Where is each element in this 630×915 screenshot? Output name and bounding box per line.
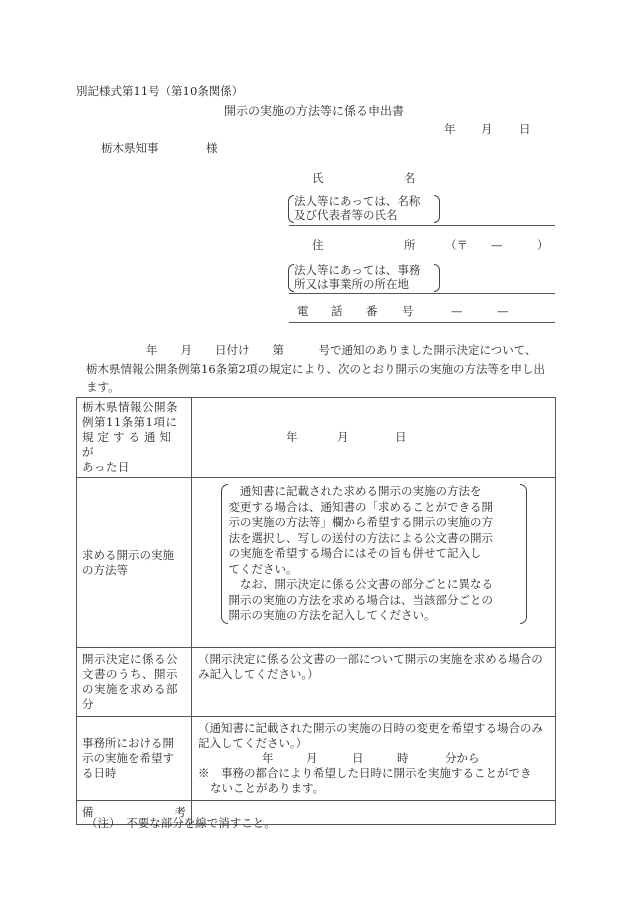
phone-label-char: 番	[366, 304, 378, 318]
address-note-line2: 所又は事業所の所在地	[294, 277, 409, 291]
requested-part-field[interactable]	[192, 648, 556, 717]
phone-number-field[interactable]: — —	[451, 304, 509, 318]
name-field-underline[interactable]	[289, 225, 555, 226]
close-bracket	[520, 484, 527, 624]
datetime-inputs[interactable]	[198, 751, 549, 766]
instruction-line: 法を選択し、写しの送付の方法による公文書の開示	[228, 530, 493, 545]
close-bracket	[434, 195, 440, 223]
body-text-line1: 年 月 日付け 第 号で通知のありました開示決定について、	[146, 343, 537, 357]
remarks-label-left: 備	[82, 805, 94, 819]
table-row-desired-datetime	[77, 717, 556, 801]
date-day-label: 日	[519, 122, 531, 136]
table-row-notification-date	[77, 398, 556, 478]
name-label-1: 氏	[312, 171, 324, 185]
open-bracket	[288, 264, 294, 292]
note-line: ないことがあります。	[210, 781, 325, 795]
phone-label-char: 電	[297, 304, 309, 318]
instruction-line: 通知書に記載された求める開示の実施の方法を	[240, 484, 482, 498]
body-text-line3: ます。	[86, 380, 120, 394]
instruction-line: み記入してください。）	[198, 667, 319, 681]
datetime-hour-label: 時	[397, 751, 409, 765]
instruction-line: （通知書に記載された開示の実施の日時の変更を希望する場合のみ	[198, 721, 543, 735]
table-row-method	[77, 478, 556, 648]
name-note-line1: 法人等にあっては、名称	[294, 194, 421, 208]
label-line: 規定する通知が	[82, 430, 175, 459]
label-line: 例第11条第1項に	[82, 415, 178, 429]
row-label	[77, 717, 192, 801]
label-line: の方法等	[82, 562, 128, 577]
instruction-line: 開示の実施の方法を記入してください。	[228, 608, 436, 622]
instruction-note	[223, 482, 525, 626]
footnote: （注） 不要な部分を線で消すこと。	[86, 816, 276, 830]
instruction-line: 示の実施の方法等」欄から希望する開示の実施の方	[228, 515, 493, 529]
addressee-name: 栃木県知事	[101, 141, 159, 155]
date-month-label: 月	[337, 430, 349, 444]
note-line: ※ 事務の都合により希望した日時に開示を実施することができ	[198, 766, 532, 780]
open-bracket	[221, 484, 228, 624]
form-number: 別記様式第11号（第10条関係）	[76, 84, 244, 98]
date-year-label: 年	[286, 430, 298, 444]
datetime-year-label: 年	[262, 751, 274, 765]
instruction-line: 変更する場合は、通知書の「求めることができる開	[228, 499, 493, 514]
label-line: あった日	[82, 460, 130, 474]
phone-field-underline[interactable]	[289, 322, 555, 323]
address-note	[294, 263, 434, 291]
instruction-line: （開示決定に係る公文書の一部について開示の実施を求める場合の	[198, 652, 543, 666]
date-month-label: 月	[481, 122, 493, 136]
request-table	[76, 397, 556, 825]
instruction-line: 記入してください。）	[198, 736, 308, 750]
notification-date-field[interactable]	[192, 398, 556, 478]
instruction-line: なお、開示決定に係る公文書の部分ごとに異なる	[240, 577, 493, 591]
label-line: 文書のうち、開示	[82, 667, 178, 681]
close-bracket	[434, 264, 440, 292]
date-day-label: 日	[395, 430, 407, 444]
instruction-line: の実施を希望する場合にはその旨も併せて記入し	[228, 546, 482, 560]
label-line: 事務所における開	[82, 736, 174, 750]
instruction-line: てください。	[228, 561, 298, 576]
row-label	[77, 398, 192, 478]
row-label	[77, 648, 192, 717]
address-label-2: 所	[404, 238, 416, 252]
row-label	[77, 478, 192, 648]
label-line: 求める開示の実施	[82, 547, 174, 562]
date-year-label: 年	[444, 122, 456, 136]
desired-datetime-field[interactable]	[192, 717, 556, 801]
name-note	[294, 194, 434, 222]
table-row-requested-part	[77, 648, 556, 717]
label-line: 開示決定に係る公	[82, 652, 178, 666]
address-note-line1: 法人等にあっては、事務	[294, 263, 421, 277]
datetime-minute-label: 分から	[445, 751, 480, 765]
label-line: る日時	[82, 766, 117, 780]
postal-code-field[interactable]: （〒 — ）	[445, 238, 549, 252]
phone-label-char: 話	[331, 304, 343, 318]
name-note-line2: 及び代表者等の氏名	[294, 208, 398, 222]
address-label-1: 住	[312, 238, 324, 252]
remarks-label-right: 考	[174, 805, 186, 819]
open-bracket	[288, 195, 294, 223]
label-line: の実施を求める部	[82, 682, 178, 696]
document-title: 開示の実施の方法等に係る申出書	[224, 104, 405, 118]
method-field[interactable]	[192, 478, 556, 648]
datetime-month-label: 月	[306, 751, 318, 765]
label-line: 栃木県情報公開条	[82, 400, 178, 414]
address-field-underline[interactable]	[289, 293, 555, 294]
phone-label-char: 号	[402, 304, 414, 318]
instruction-line: 開示の実施の方法を求める場合は、当該部分ごとの	[228, 592, 493, 607]
body-text-line2: 栃木県情報公開条例第16条第2項の規定により、次のとおり開示の実施の方法等を申し出	[86, 362, 545, 376]
datetime-day-label: 日	[352, 751, 364, 765]
label-line: 示の実施を希望す	[82, 751, 174, 765]
addressee-honorific: 様	[206, 141, 218, 155]
name-label-2: 名	[404, 171, 416, 185]
label-line: 分	[82, 697, 94, 711]
